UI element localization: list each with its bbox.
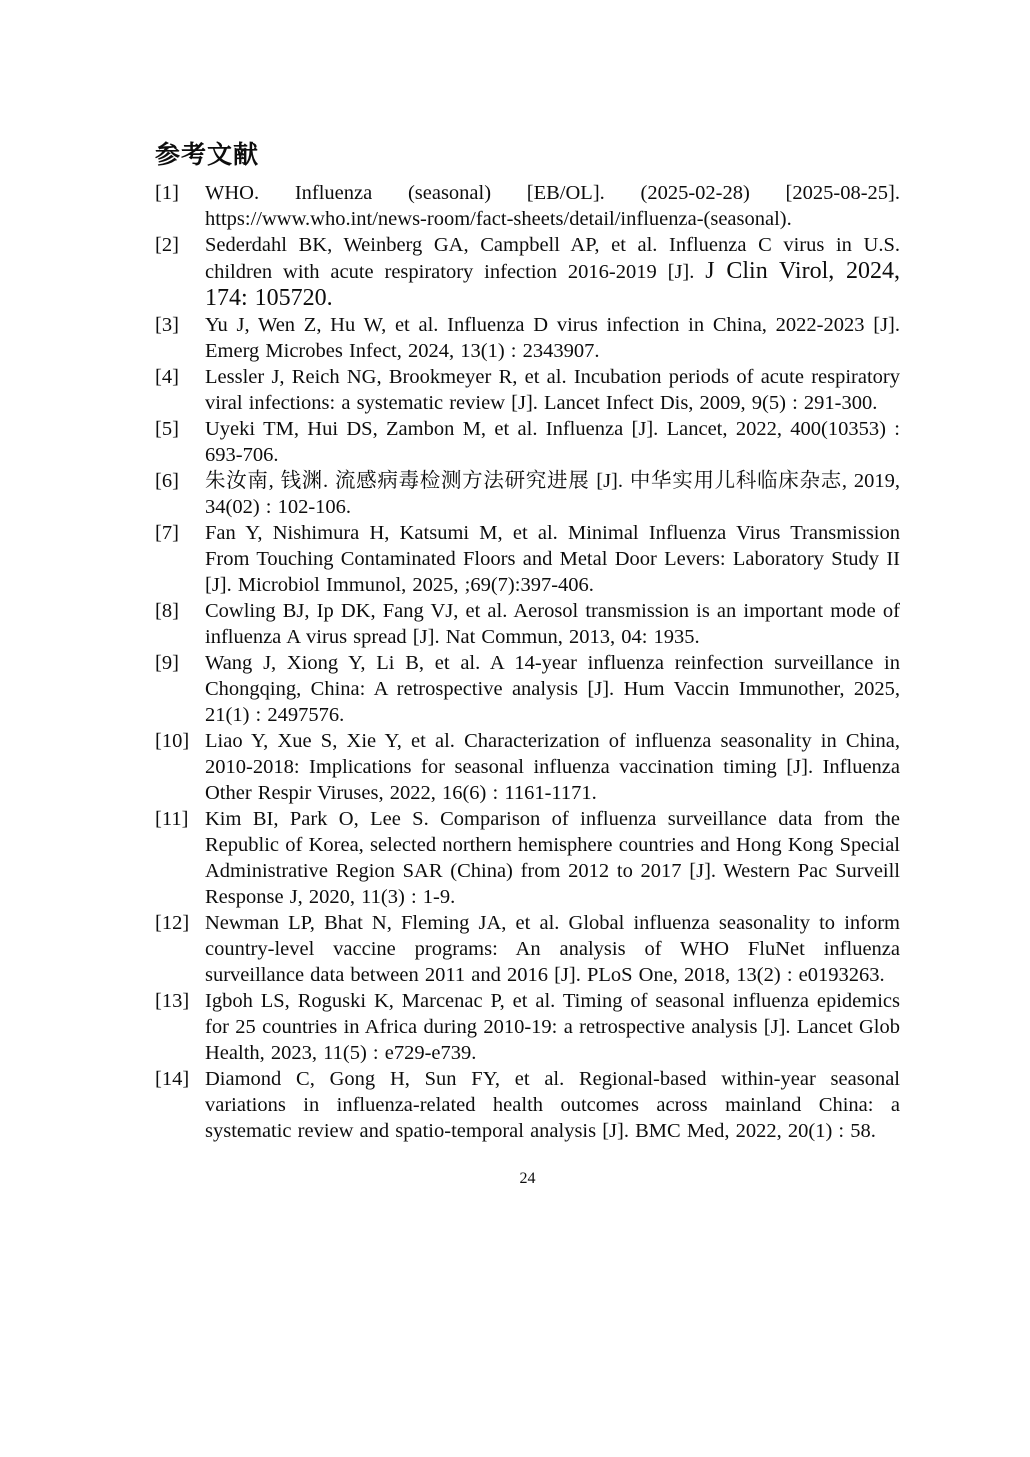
reference-item [155,806,900,910]
reference-item [155,650,900,728]
reference-number: [2] [155,234,179,256]
page-title: 参考文献 [155,142,260,169]
reference-item [155,988,900,1066]
reference-item [155,364,900,416]
reference-text: Sederdahl BK, Weinberg GA, Campbell AP, et al. Influenza C virus in U.S. children with acute respiratory infection 2016-2019 [J]. [205,234,900,283]
reference-number: [12] [155,912,190,934]
reference-item [155,910,900,988]
reference-text: Yu J, Wen Z, Hu W, et al. Influenza D virus infection in China, 2022-2023 [J]. Emerg Microbes Infect, 2024, 13(1) : 2343907. [205,314,900,362]
references-list [155,180,900,1144]
reference-item [155,180,900,232]
reference-number: [9] [155,652,179,674]
reference-item [155,1066,900,1144]
reference-item [155,232,900,312]
reference-number: [6] [155,470,179,492]
reference-number: [14] [155,1068,190,1090]
reference-text: Newman LP, Bhat N, Fleming JA, et al. Global influenza seasonality to inform country-level vaccine programs: An analysis of WHO FluNet influenza surveillance data between 2011 and 2016 [J]. PLoS One, 2018, 13(2) : e0193263. [205,912,900,986]
reference-item [155,312,900,364]
reference-text: WHO. Influenza (seasonal) [EB/OL]. (2025-02-28) [2025-08-25]. https://www.who.int/news-room/fact-sheets/detail/influenza-(seasonal). [205,182,900,230]
reference-item [155,598,900,650]
page-number: 24 [519,1170,536,1187]
reference-number: [4] [155,366,179,388]
reference-item [155,416,900,468]
reference-text: Uyeki TM, Hui DS, Zambon M, et al. Influenza [J]. Lancet, 2022, 400(10353) : 693-706. [205,418,900,466]
reference-number: [8] [155,600,179,622]
reference-number: [1] [155,182,179,204]
reference-item [155,468,900,520]
reference-number: [13] [155,990,190,1012]
reference-text: Fan Y, Nishimura H, Katsumi M, et al. Minimal Influenza Virus Transmission From Touching Contaminated Floors and Metal Door Levers: Laboratory Study II [J]. Microbiol Immunol, 2025, ;69(7):397-406. [205,522,900,596]
reference-item [155,728,900,806]
reference-number: [5] [155,418,179,440]
reference-number: [3] [155,314,179,336]
reference-text: Igboh LS, Roguski K, Marcenac P, et al. Timing of seasonal influenza epidemics for 25 countries in Africa during 2010-19: a retrospective analysis [J]. Lancet Glob Health, 2023, 11(5) : e729-e739. [205,990,900,1064]
reference-text: Lessler J, Reich NG, Brookmeyer R, et al. Incubation periods of acute respiratory viral infections: a systematic review [J]. Lancet Infect Dis, 2009, 9(5) : 291-300. [205,366,900,414]
reference-text: Kim BI, Park O, Lee S. Comparison of influenza surveillance data from the Republic of Korea, selected northern hemisphere countries and Hong Kong Special Administrative Region SAR (China) from 2012 to 2017 [J]. Western Pac Surveill Response J, 2020, 11(3) : 1-9. [205,808,900,908]
reference-text: Wang J, Xiong Y, Li B, et al. A 14-year influenza reinfection surveillance in Chongqing, China: A retrospective analysis [J]. Hum Vaccin Immunother, 2025, 21(1) : 2497576. [205,652,900,726]
reference-number: [7] [155,522,179,544]
reference-item [155,520,900,598]
reference-text: Liao Y, Xue S, Xie Y, et al. Characterization of influenza seasonality in China, 2010-2018: Implications for seasonal influenza vaccination timing [J]. Influenza Other Respir Viruses, 2022, 16(6) : 1161-1171. [205,730,900,804]
reference-number: [10] [155,730,190,752]
reference-text: Diamond C, Gong H, Sun FY, et al. Regional-based within-year seasonal variations in influenza-related health outcomes across mainland China: a systematic review and spatio-temporal analysis [J]. BMC Med, 2022, 20(1) : 58. [205,1068,900,1142]
reference-text: Cowling BJ, Ip DK, Fang VJ, et al. Aerosol transmission is an important mode of influenza A virus spread [J]. Nat Commun, 2013, 04: 1935. [205,600,900,648]
reference-text: 朱汝南, 钱渊. 流感病毒检测方法研究进展 [J]. 中华实用儿科临床杂志, 2019, 34(02) : 102-106. [205,470,900,518]
reference-number: [11] [155,808,189,830]
reference-text-large: J Clin Virol, 2024, 174: 105720. [205,258,901,311]
